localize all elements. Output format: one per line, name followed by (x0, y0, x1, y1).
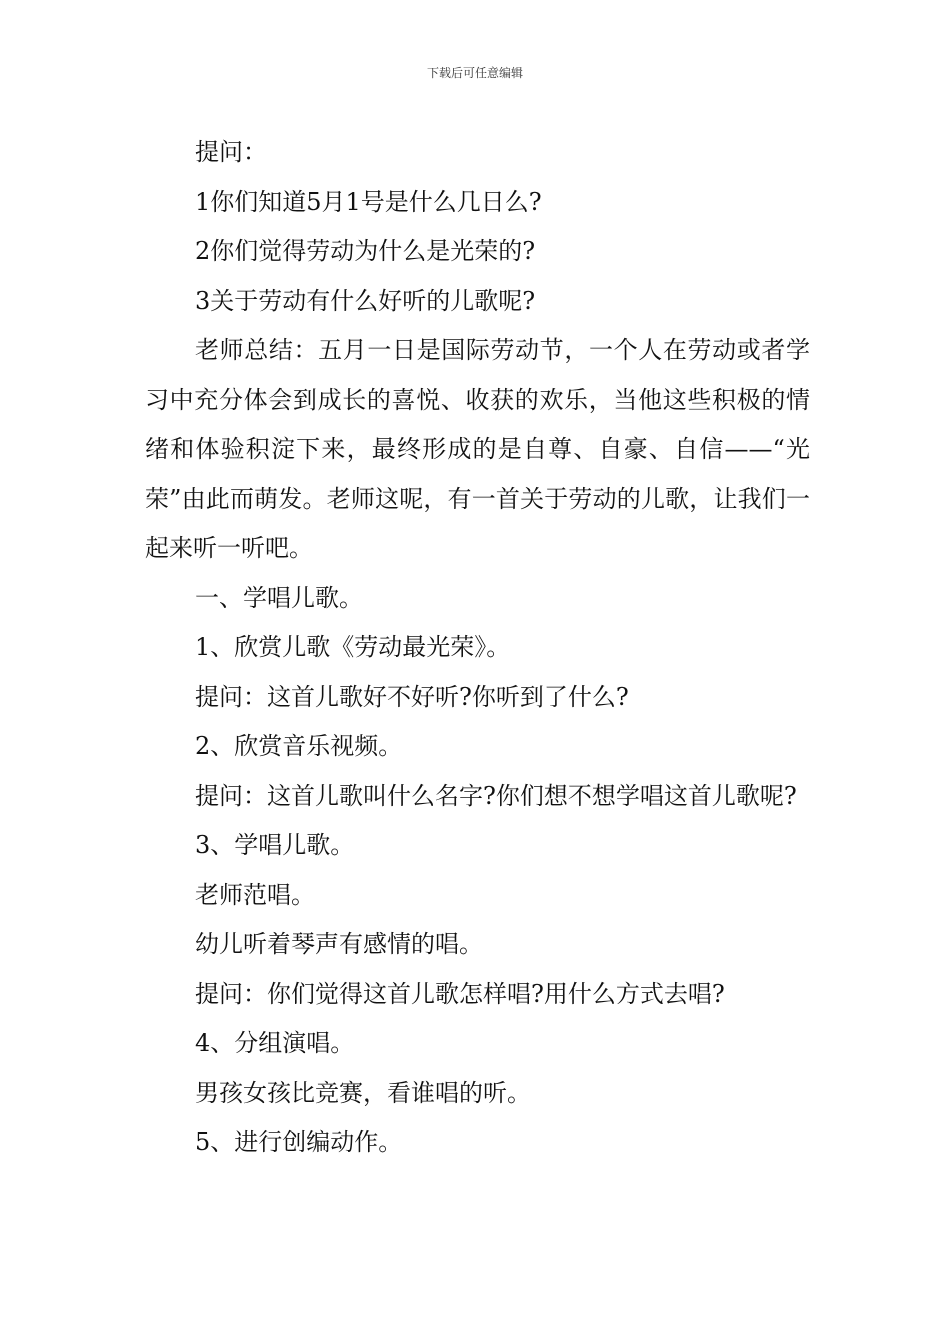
paragraph: 老师总结：五月一日是国际劳动节，一个人在劳动或者学习中充分体会到成长的喜悦、收获的欢乐，当他这些积极的情绪和体验积淀下来，最终形成的是自尊、自豪、自信——“光荣”由此而萌发。老师这呢，有一首关于劳动的儿歌，让我们一起来听一听吧。 (145, 336, 810, 562)
paragraph: 5、进行创编动作。 (195, 1128, 403, 1156)
paragraph: 3关于劳动有什么好听的儿歌呢? (195, 286, 536, 315)
paragraph: 2你们觉得劳动为什么是光荣的? (195, 237, 536, 265)
paragraph: 一、学唱儿歌。 (195, 583, 363, 612)
paragraph: 提问： (195, 138, 267, 166)
paragraph: 提问：这首儿歌好不好听?你听到了什么? (195, 682, 629, 711)
paragraph: 1你们知道5月1号是什么几日么? (195, 187, 542, 216)
document-body (145, 128, 810, 1168)
paragraph: 2、欣赏音乐视频。 (195, 732, 403, 760)
header-note: 下载后可任意编辑 (426, 66, 523, 80)
paragraph: 提问：你们觉得这首儿歌怎样唱?用什么方式去唱? (195, 979, 725, 1008)
paragraph: 男孩女孩比竞赛，看谁唱的听。 (195, 1078, 531, 1107)
paragraph: 提问：这首儿歌叫什么名字?你们想不想学唱这首儿歌呢? (195, 781, 797, 810)
paragraph: 4、分组演唱。 (195, 1029, 355, 1057)
paragraph: 3、学唱儿歌。 (195, 831, 355, 859)
paragraph: 幼儿听着琴声有感情的唱。 (195, 930, 483, 958)
paragraph: 老师范唱。 (195, 880, 315, 909)
paragraph: 1、欣赏儿歌《劳动最光荣》。 (195, 633, 511, 661)
